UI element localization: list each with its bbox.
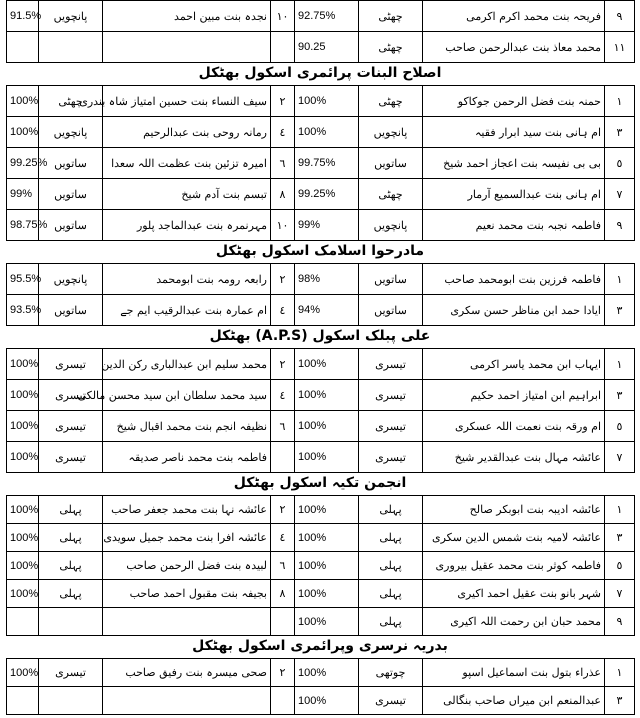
school-heading: مادرحوا اسلامک اسکول بھٹکل bbox=[215, 243, 425, 259]
student-name: نجدہ بنت مبین احمد bbox=[103, 1, 271, 32]
school-heading: بدریہ نرسری وپرائمری اسکول بھٹکل bbox=[192, 638, 448, 654]
class-grade: پانچویں bbox=[39, 264, 103, 295]
percentage: 100% bbox=[295, 524, 359, 552]
table-row bbox=[7, 580, 635, 608]
percentage: 100% bbox=[7, 524, 39, 552]
serial-number: ٢ bbox=[271, 659, 295, 687]
student-name: سید محمد سلطان ابن سید محسن مالکی bbox=[103, 380, 271, 411]
student-name bbox=[103, 32, 271, 63]
serial-number: ٢ bbox=[271, 349, 295, 380]
table-row bbox=[7, 210, 635, 241]
serial-number: ٣ bbox=[605, 524, 635, 552]
percentage: 100% bbox=[295, 552, 359, 580]
class-grade: ساتویں bbox=[359, 295, 423, 326]
school-heading: اصلاح البنات پرائمری اسکول بھٹکل bbox=[198, 65, 442, 81]
student-name: ایہاب ابن محمد یاسر اکرمی bbox=[423, 349, 605, 380]
serial-number: ٨ bbox=[271, 580, 295, 608]
table-row bbox=[7, 552, 635, 580]
serial-number: ٥ bbox=[605, 148, 635, 179]
results-table bbox=[6, 348, 635, 473]
serial-number: ٣ bbox=[605, 380, 635, 411]
serial-number: ٢ bbox=[271, 264, 295, 295]
student-name: رابعہ رومہ بنت ابومحمد bbox=[103, 264, 271, 295]
student-name: ام ورقہ بنت نعمت اللہ عسکری bbox=[423, 411, 605, 442]
serial-number: ٩ bbox=[605, 210, 635, 241]
percentage: 100% bbox=[295, 117, 359, 148]
percentage: 93.5% bbox=[7, 295, 39, 326]
class-grade: تیسری bbox=[359, 687, 423, 715]
table-row bbox=[7, 148, 635, 179]
class-grade: پانچویں bbox=[359, 117, 423, 148]
student-name: رمانہ روحی بنت عبدالرحیم bbox=[103, 117, 271, 148]
student-name: لبیدہ بنت فضل الرحمن صاحب bbox=[103, 552, 271, 580]
percentage: 100% bbox=[7, 659, 39, 687]
student-name: فاطمہ نجبہ بنت محمد نعیم bbox=[423, 210, 605, 241]
class-grade: تیسری bbox=[39, 411, 103, 442]
table-row bbox=[7, 380, 635, 411]
percentage: 100% bbox=[7, 442, 39, 473]
percentage: 98% bbox=[295, 264, 359, 295]
student-name: محمد حبان ابن رحمت اللہ اکیری bbox=[423, 608, 605, 636]
percentage: 100% bbox=[295, 608, 359, 636]
serial-number: ٩ bbox=[605, 1, 635, 32]
serial-number bbox=[271, 608, 295, 636]
class-grade: تیسری bbox=[359, 442, 423, 473]
percentage bbox=[7, 32, 39, 63]
class-grade: چھٹی bbox=[359, 1, 423, 32]
percentage: 100% bbox=[7, 117, 39, 148]
class-grade: پہلی bbox=[39, 552, 103, 580]
class-grade: تیسری bbox=[39, 442, 103, 473]
serial-number: ١ bbox=[605, 496, 635, 524]
percentage: 100% bbox=[295, 659, 359, 687]
student-name: محمد سلیم ابن عبدالباری رکن الدین bbox=[103, 349, 271, 380]
serial-number: ٨ bbox=[271, 179, 295, 210]
serial-number: ١ bbox=[605, 659, 635, 687]
serial-number: ١٠ bbox=[271, 210, 295, 241]
class-grade: پہلی bbox=[359, 524, 423, 552]
serial-number: ١١ bbox=[605, 32, 635, 63]
serial-number: ٣ bbox=[605, 117, 635, 148]
serial-number: ١٠ bbox=[271, 1, 295, 32]
student-name: فاطمہ کوثر بنت محمد عقیل بیروری bbox=[423, 552, 605, 580]
class-grade: تیسری bbox=[359, 380, 423, 411]
percentage: 100% bbox=[295, 496, 359, 524]
student-name: فاطمہ فرزین بنت ابومحمد صاحب bbox=[423, 264, 605, 295]
results-table bbox=[6, 495, 635, 636]
percentage: 94% bbox=[295, 295, 359, 326]
student-name: ایادا حمد ابن مناظر حسن سکری bbox=[423, 295, 605, 326]
school-heading: انجمن تکیہ اسکول بھٹکل bbox=[233, 475, 407, 491]
class-grade: ساتویں bbox=[39, 295, 103, 326]
student-name: ام ہانی بنت عبدالسمیع آرمار bbox=[423, 179, 605, 210]
serial-number: ٤ bbox=[271, 295, 295, 326]
percentage bbox=[7, 687, 39, 715]
student-name: فریحہ بنت محمد اکرم اکرمی bbox=[423, 1, 605, 32]
percentage: 100% bbox=[7, 380, 39, 411]
percentage: 100% bbox=[7, 496, 39, 524]
results-table bbox=[6, 263, 635, 326]
serial-number: ٧ bbox=[605, 580, 635, 608]
table-row bbox=[7, 349, 635, 380]
percentage: 100% bbox=[7, 580, 39, 608]
table-row bbox=[7, 496, 635, 524]
table-row bbox=[7, 659, 635, 687]
student-name: صحی میسرہ بنت رفیق صاحب bbox=[103, 659, 271, 687]
student-name: عائشہ لامیہ بنت شمس الدین سکری bbox=[423, 524, 605, 552]
percentage: 99.25% bbox=[295, 179, 359, 210]
serial-number: ٤ bbox=[271, 524, 295, 552]
table-row bbox=[7, 179, 635, 210]
student-name: عبدالمنعم ابن میراں صاحب بنگالی bbox=[423, 687, 605, 715]
serial-number bbox=[271, 442, 295, 473]
class-grade: ساتویں bbox=[359, 148, 423, 179]
class-grade: پہلی bbox=[359, 552, 423, 580]
serial-number: ٥ bbox=[605, 411, 635, 442]
percentage: 99% bbox=[295, 210, 359, 241]
student-name: بجیفہ بنت مقبول احمد صاحب bbox=[103, 580, 271, 608]
class-grade: پہلی bbox=[359, 496, 423, 524]
serial-number: ٦ bbox=[271, 552, 295, 580]
percentage: 90.25 bbox=[295, 32, 359, 63]
serial-number: ٦ bbox=[271, 148, 295, 179]
serial-number: ١ bbox=[605, 86, 635, 117]
table-row bbox=[7, 86, 635, 117]
class-grade: چھٹی bbox=[359, 179, 423, 210]
class-grade: ساتویں bbox=[39, 210, 103, 241]
student-name: عائشہ نہا بنت محمد جعفر صاحب bbox=[103, 496, 271, 524]
student-name: حمنہ بنت فضل الرحمن جوکاکو bbox=[423, 86, 605, 117]
class-grade: پہلی bbox=[39, 580, 103, 608]
student-name: سیف النساء بنت حسین امتیاز شاہ بندری bbox=[103, 86, 271, 117]
student-name: شہر بانو بنت عقیل احمد اکیری bbox=[423, 580, 605, 608]
percentage: 100% bbox=[295, 349, 359, 380]
class-grade: چوتھی bbox=[359, 659, 423, 687]
class-grade: پہلی bbox=[39, 496, 103, 524]
student-name: تبسم بنت آدم شیخ bbox=[103, 179, 271, 210]
student-name: عذراء بتول بنت اسماعیل اسپو bbox=[423, 659, 605, 687]
serial-number: ٢ bbox=[271, 496, 295, 524]
percentage: 100% bbox=[295, 380, 359, 411]
student-name: ام ہانی بنت سید ابرار فقیہ bbox=[423, 117, 605, 148]
table-row bbox=[7, 524, 635, 552]
class-grade: پہلی bbox=[39, 524, 103, 552]
results-table bbox=[6, 0, 635, 63]
student-name: عائشہ مہال بنت عبدالقدیر شیخ bbox=[423, 442, 605, 473]
class-grade bbox=[39, 608, 103, 636]
class-grade: چھٹی bbox=[359, 32, 423, 63]
serial-number: ٦ bbox=[271, 411, 295, 442]
table-row bbox=[7, 32, 635, 63]
student-name: عائشہ افرا بنت محمد جمیل سویدی bbox=[103, 524, 271, 552]
percentage: 100% bbox=[295, 687, 359, 715]
class-grade: پہلی bbox=[359, 580, 423, 608]
serial-number: ٣ bbox=[605, 295, 635, 326]
student-name bbox=[103, 687, 271, 715]
percentage: 100% bbox=[7, 349, 39, 380]
class-grade: ساتویں bbox=[39, 148, 103, 179]
percentage: 99.25% bbox=[7, 148, 39, 179]
results-document bbox=[6, 0, 634, 715]
percentage: 100% bbox=[295, 442, 359, 473]
class-grade: پہلی bbox=[359, 608, 423, 636]
percentage: 92.75% bbox=[295, 1, 359, 32]
student-name: مہرنمرہ بنت عبدالماجد پلور bbox=[103, 210, 271, 241]
class-grade: تیسری bbox=[39, 659, 103, 687]
class-grade: چھٹی bbox=[39, 86, 103, 117]
table-row bbox=[7, 295, 635, 326]
serial-number: ٩ bbox=[605, 608, 635, 636]
percentage: 100% bbox=[7, 552, 39, 580]
serial-number: ١ bbox=[605, 349, 635, 380]
class-grade: تیسری bbox=[39, 380, 103, 411]
serial-number bbox=[271, 32, 295, 63]
results-table bbox=[6, 658, 635, 715]
table-row bbox=[7, 442, 635, 473]
results-table bbox=[6, 85, 635, 241]
percentage: 100% bbox=[295, 86, 359, 117]
percentage: 100% bbox=[7, 411, 39, 442]
student-name: ابراہیم ابن امتیاز احمد حکیم bbox=[423, 380, 605, 411]
serial-number: ٣ bbox=[605, 687, 635, 715]
student-name: فاطمہ بنت محمد ناصر صدیقہ bbox=[103, 442, 271, 473]
student-name: امیرہ تزئین بنت عظمت اللہ سعدا bbox=[103, 148, 271, 179]
serial-number: ١ bbox=[605, 264, 635, 295]
class-grade: چھٹی bbox=[359, 86, 423, 117]
percentage: 100% bbox=[295, 580, 359, 608]
class-grade bbox=[39, 687, 103, 715]
student-name: بی بی نفیسہ بنت اعجاز احمد شیخ bbox=[423, 148, 605, 179]
serial-number: ٤ bbox=[271, 117, 295, 148]
percentage: 99% bbox=[7, 179, 39, 210]
class-grade: پانچویں bbox=[39, 1, 103, 32]
class-grade: تیسری bbox=[359, 411, 423, 442]
class-grade: پانچویں bbox=[39, 117, 103, 148]
class-grade: تیسری bbox=[39, 349, 103, 380]
percentage: 91.5% bbox=[7, 1, 39, 32]
serial-number: ٧ bbox=[605, 179, 635, 210]
percentage: 98.75% bbox=[7, 210, 39, 241]
percentage: 95.5% bbox=[7, 264, 39, 295]
table-row bbox=[7, 687, 635, 715]
serial-number bbox=[271, 687, 295, 715]
percentage bbox=[7, 608, 39, 636]
school-heading: علی پبلک اسکول (A.P.S) بھٹکل bbox=[209, 328, 431, 344]
table-row bbox=[7, 608, 635, 636]
table-row bbox=[7, 264, 635, 295]
serial-number: ٢ bbox=[271, 86, 295, 117]
table-row bbox=[7, 1, 635, 32]
student-name: نظیفہ انجم بنت محمد اقبال شیخ bbox=[103, 411, 271, 442]
class-grade bbox=[39, 32, 103, 63]
serial-number: ٥ bbox=[605, 552, 635, 580]
serial-number: ٤ bbox=[271, 380, 295, 411]
table-row bbox=[7, 117, 635, 148]
student-name: محمد معاذ بنت عبدالرحمن صاحب bbox=[423, 32, 605, 63]
class-grade: ساتویں bbox=[39, 179, 103, 210]
percentage: 100% bbox=[7, 86, 39, 117]
class-grade: تیسری bbox=[359, 349, 423, 380]
class-grade: پانچویں bbox=[359, 210, 423, 241]
serial-number: ٧ bbox=[605, 442, 635, 473]
percentage: 99.75% bbox=[295, 148, 359, 179]
student-name bbox=[103, 608, 271, 636]
class-grade: ساتویں bbox=[359, 264, 423, 295]
percentage: 100% bbox=[295, 411, 359, 442]
table-row bbox=[7, 411, 635, 442]
student-name: ام عمارہ بنت عبدالرقیب ایم جے bbox=[103, 295, 271, 326]
student-name: عائشہ ادیبہ بنت ابوبکر صالح bbox=[423, 496, 605, 524]
